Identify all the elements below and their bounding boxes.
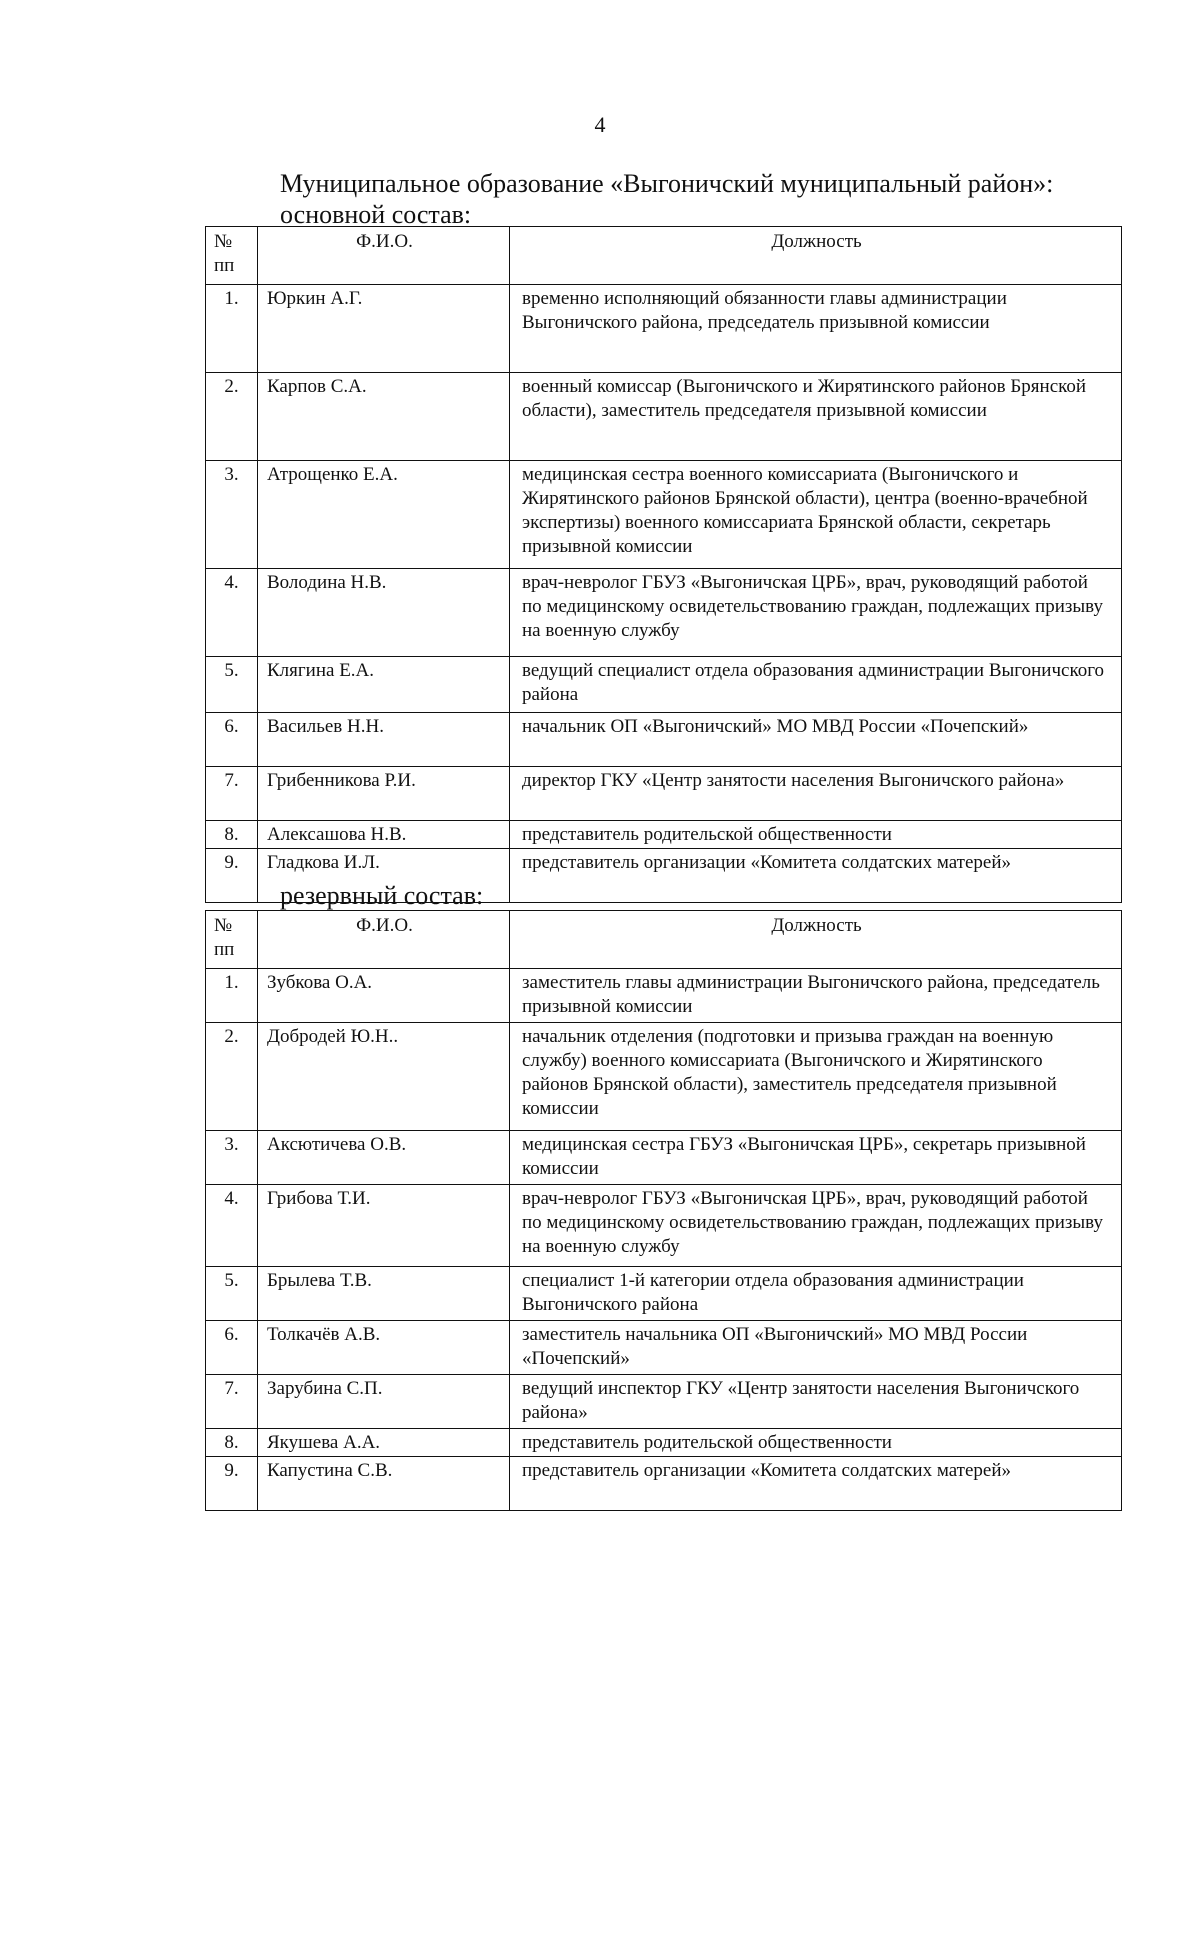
member-name: Капустина С.В. [258, 1457, 510, 1511]
row-number: 7. [206, 1375, 258, 1429]
row-number: 1. [206, 285, 258, 373]
table-row [206, 1023, 1122, 1131]
reserve-composition-table [205, 910, 1122, 1511]
row-number: 7. [206, 767, 258, 821]
row-number: 8. [206, 1429, 258, 1457]
member-position: врач-невролог ГБУЗ «Выгоничская ЦРБ», врач, руководящий работой по медицинскому освидетельствованию граждан, подлежащих призыву на военную службу [510, 569, 1122, 657]
column-header-num: № пп [206, 227, 258, 285]
member-name: Гладкова И.Л. [258, 849, 510, 903]
member-position: представитель родительской общественности [510, 1429, 1122, 1457]
row-number: 2. [206, 1023, 258, 1131]
member-position: медицинская сестра военного комиссариата (Выгоничского и Жирятинского районов Брянской области), центра (военно-врачебной экспертизы) военного комиссариата Брянской области, секретарь призывной комиссии [510, 461, 1122, 569]
table-row [206, 821, 1122, 849]
table-row [206, 767, 1122, 821]
member-position: директор ГКУ «Центр занятости населения Выгоничского района» [510, 767, 1122, 821]
member-position: медицинская сестра ГБУЗ «Выгоничская ЦРБ», секретарь призывной комиссии [510, 1131, 1122, 1185]
row-number: 4. [206, 569, 258, 657]
table-row [206, 969, 1122, 1023]
table-row [206, 1321, 1122, 1375]
member-name: Алексашова Н.В. [258, 821, 510, 849]
member-position: начальник отделения (подготовки и призыва граждан на военную службу) военного комиссариата (Выгоничского и Жирятинского районов Брянской области), заместитель председателя призывной комиссии [510, 1023, 1122, 1131]
main-composition-heading: основной состав: [280, 200, 472, 229]
table-row [206, 285, 1122, 373]
table-header-row [206, 227, 1122, 285]
member-name: Володина Н.В. [258, 569, 510, 657]
member-position: заместитель главы администрации Выгоничского района, председатель призывной комиссии [510, 969, 1122, 1023]
table-row [206, 713, 1122, 767]
row-number: 5. [206, 657, 258, 713]
column-header-name: Ф.И.О. [258, 911, 510, 969]
member-position: ведущий инспектор ГКУ «Центр занятости населения Выгоничского района» [510, 1375, 1122, 1429]
table-row [206, 461, 1122, 569]
member-name: Карпов С.А. [258, 373, 510, 461]
member-position: представитель организации «Комитета солдатских матерей» [510, 849, 1122, 903]
member-name: Юркин А.Г. [258, 285, 510, 373]
table-row [206, 1457, 1122, 1511]
member-position: представитель родительской общественности [510, 821, 1122, 849]
member-name: Добродей Ю.Н.. [258, 1023, 510, 1131]
member-position: ведущий специалист отдела образования администрации Выгоничского района [510, 657, 1122, 713]
member-position: заместитель начальника ОП «Выгоничский» МО МВД России «Почепский» [510, 1321, 1122, 1375]
member-name: Брылева Т.В. [258, 1267, 510, 1321]
row-number: 6. [206, 1321, 258, 1375]
member-position: специалист 1-й категории отдела образования администрации Выгоничского района [510, 1267, 1122, 1321]
column-header-position: Должность [510, 911, 1122, 969]
main-composition-table [205, 226, 1122, 903]
member-name: Васильев Н.Н. [258, 713, 510, 767]
member-name: Зарубина С.П. [258, 1375, 510, 1429]
row-number: 9. [206, 1457, 258, 1511]
column-header-name: Ф.И.О. [258, 227, 510, 285]
table-row [206, 1375, 1122, 1429]
member-name: Толкачёв А.В. [258, 1321, 510, 1375]
row-number: 3. [206, 1131, 258, 1185]
row-number: 3. [206, 461, 258, 569]
reserve-composition-heading: резервный состав: [280, 881, 484, 910]
member-name: Клягина Е.А. [258, 657, 510, 713]
row-number: 6. [206, 713, 258, 767]
row-number: 1. [206, 969, 258, 1023]
member-position: врач-невролог ГБУЗ «Выгоничская ЦРБ», врач, руководящий работой по медицинскому освидетельствованию граждан, подлежащих призыву на военную службу [510, 1185, 1122, 1267]
table-header-row [206, 911, 1122, 969]
table-row [206, 569, 1122, 657]
row-number: 2. [206, 373, 258, 461]
member-name: Грибенникова Р.И. [258, 767, 510, 821]
member-position: временно исполняющий обязанности главы администрации Выгоничского района, председатель призывной комиссии [510, 285, 1122, 373]
table-row [206, 1429, 1122, 1457]
member-position: военный комиссар (Выгоничского и Жирятинского районов Брянской области), заместитель председателя призывной комиссии [510, 373, 1122, 461]
table-row [206, 1185, 1122, 1267]
column-header-position: Должность [510, 227, 1122, 285]
row-number: 5. [206, 1267, 258, 1321]
row-number: 4. [206, 1185, 258, 1267]
member-position: начальник ОП «Выгоничский» МО МВД России «Почепский» [510, 713, 1122, 767]
table-row [206, 657, 1122, 713]
member-position: представитель организации «Комитета солдатских матерей» [510, 1457, 1122, 1511]
table-row [206, 1131, 1122, 1185]
member-name: Аксютичева О.В. [258, 1131, 510, 1185]
row-number: 8. [206, 821, 258, 849]
column-header-num: № пп [206, 911, 258, 969]
member-name: Зубкова О.А. [258, 969, 510, 1023]
row-number: 9. [206, 849, 258, 903]
member-name: Атрощенко Е.А. [258, 461, 510, 569]
table-row [206, 373, 1122, 461]
table-row [206, 1267, 1122, 1321]
member-name: Грибова Т.И. [258, 1185, 510, 1267]
municipality-title: Муниципальное образование «Выгоничский муниципальный район»: [280, 169, 1054, 198]
page-number: 4 [594, 112, 606, 137]
member-name: Якушева А.А. [258, 1429, 510, 1457]
